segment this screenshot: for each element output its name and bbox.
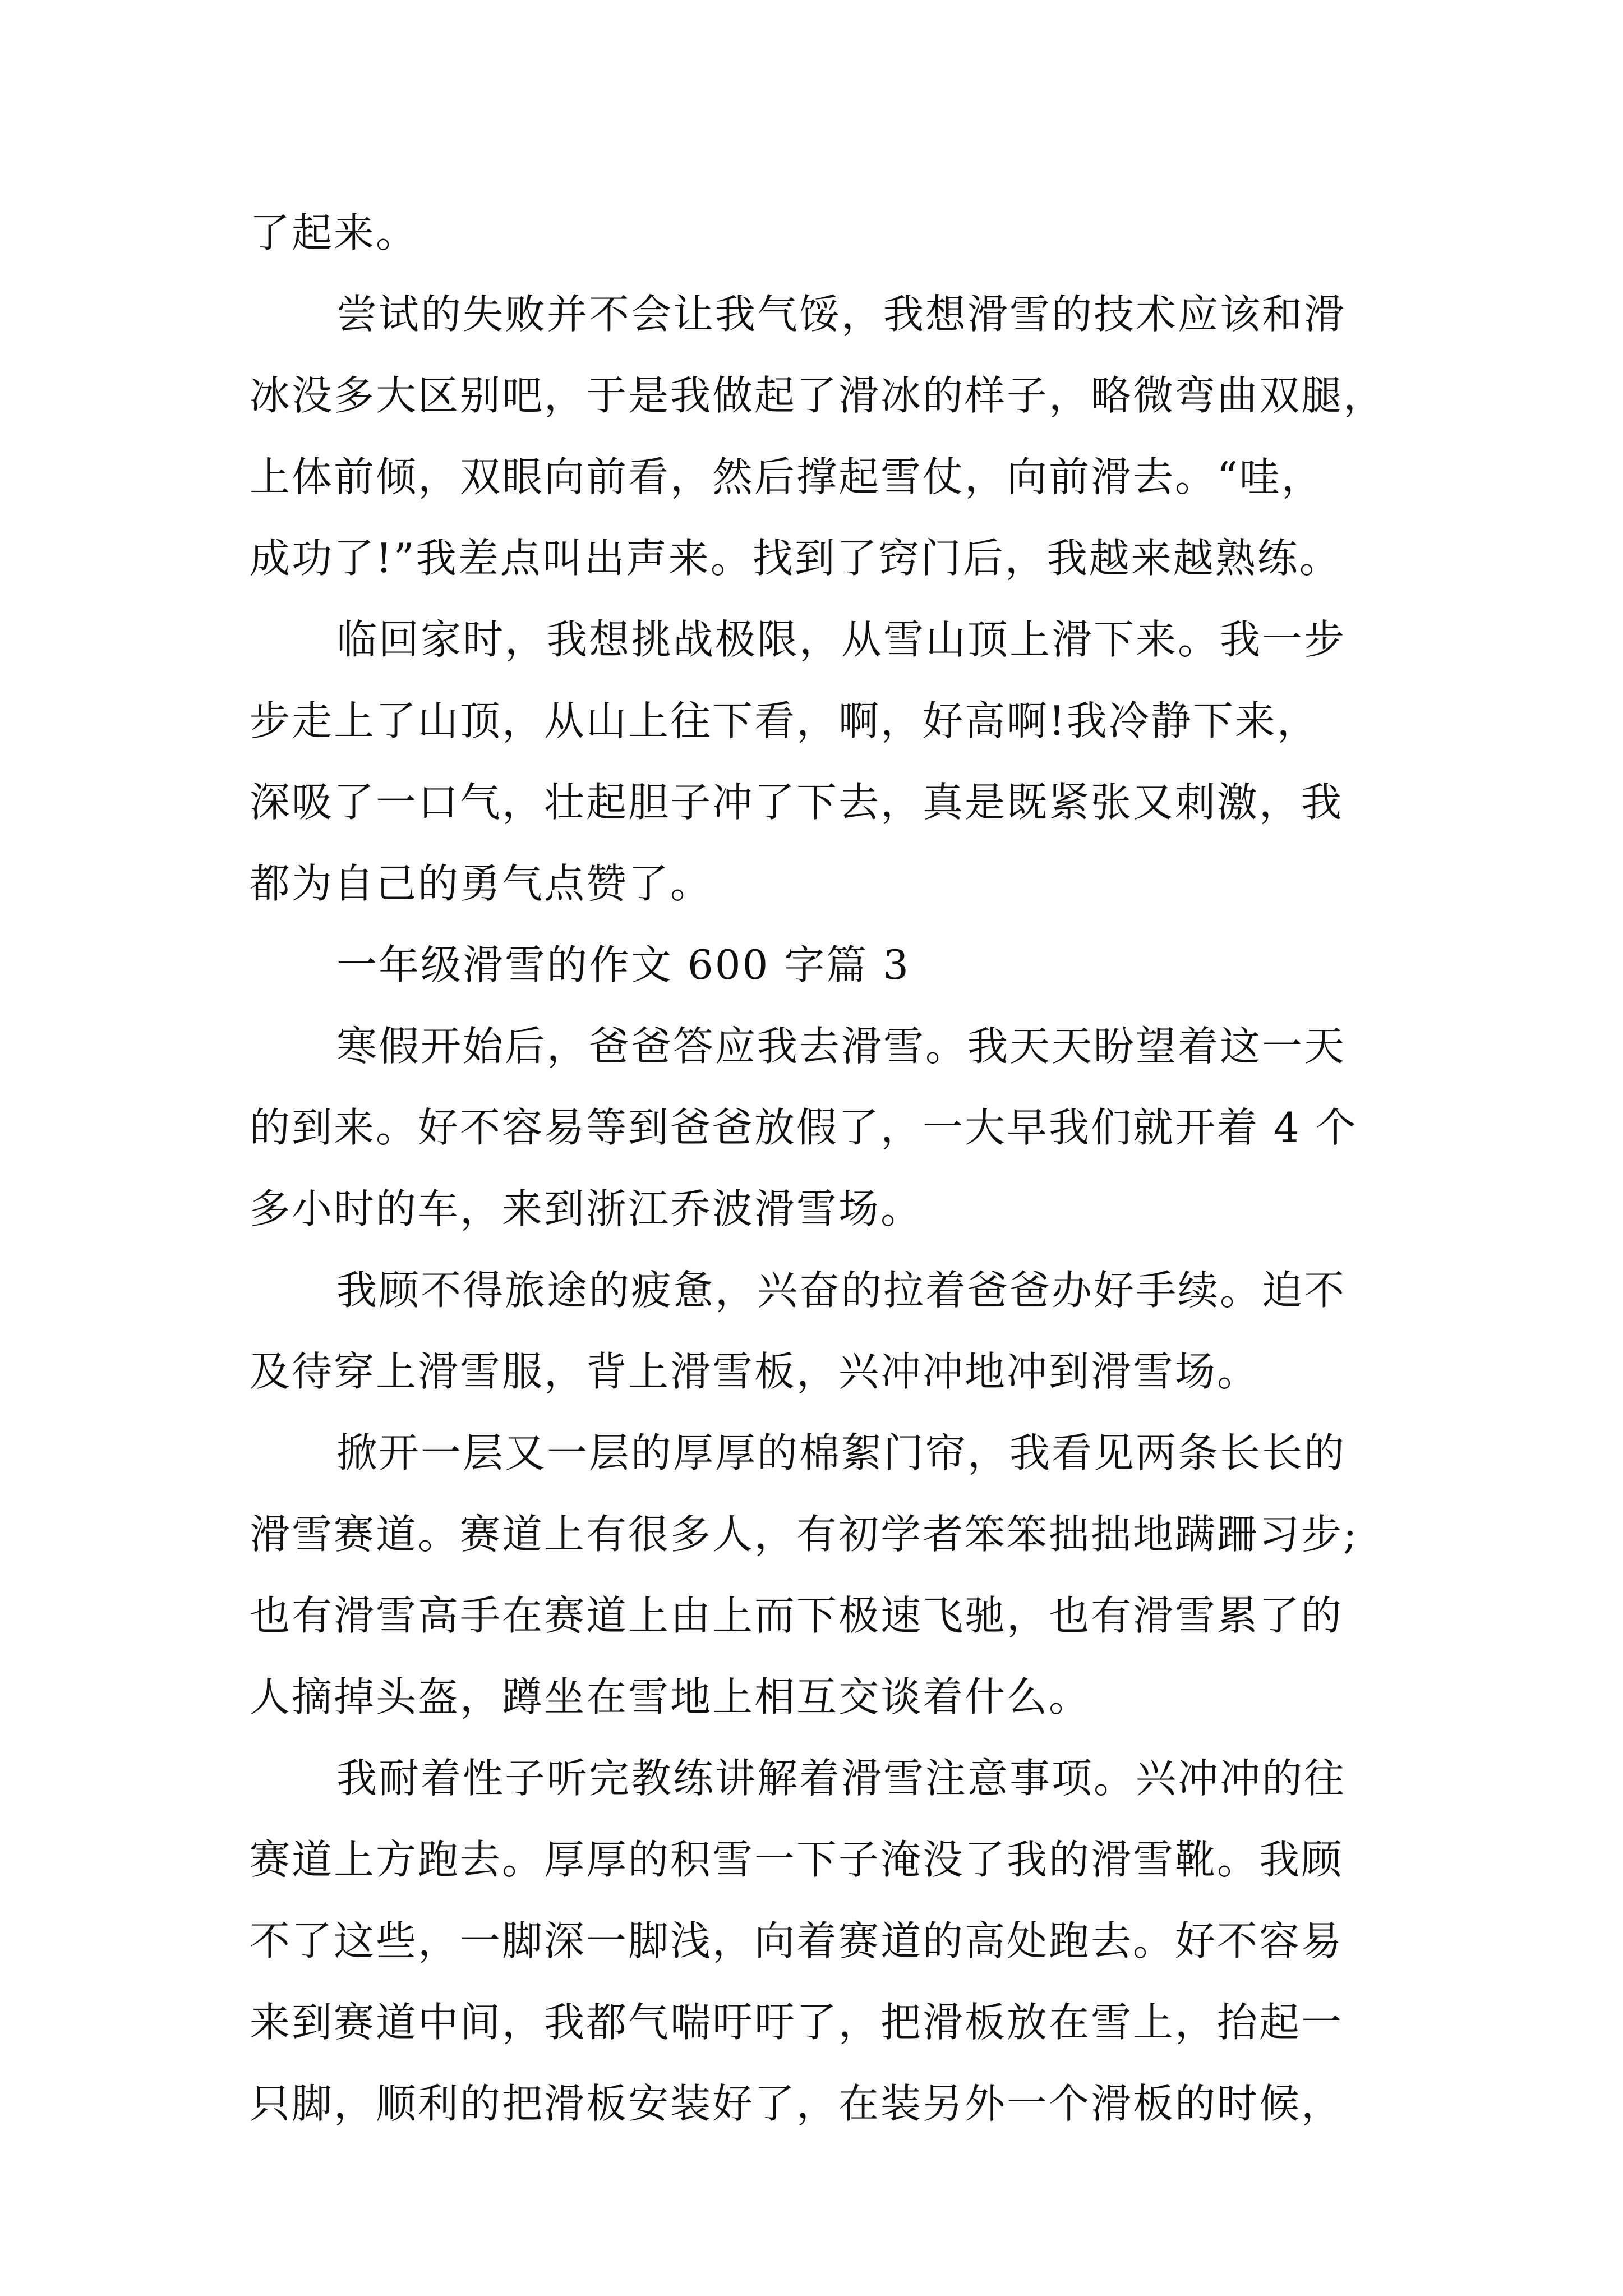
text-line: 寒假开始后，爸爸答应我去滑雪。我天天盼望着这一天 bbox=[336, 1023, 1347, 1070]
text-line: 掀开一层又一层的厚厚的棉絮门帘，我看见两条长长的 bbox=[336, 1429, 1347, 1476]
text-line: 滑雪赛道。赛道上有很多人，有初学者笨笨拙拙地蹒跚习步; bbox=[250, 1511, 1359, 1558]
text-line: 冰没多大区别吧，于是我做起了滑冰的样子，略微弯曲双腿， bbox=[250, 372, 1386, 419]
text-line: 都为自己的勇气点赞了。 bbox=[250, 860, 713, 907]
text-line: 了起来。 bbox=[250, 209, 418, 256]
text-line: 及待穿上滑雪服，背上滑雪板，兴冲冲地冲到滑雪场。 bbox=[250, 1348, 1260, 1395]
text-line: 临回家时，我想挑战极限，从雪山顶上滑下来。我一步 bbox=[336, 616, 1347, 663]
text-line: 只脚，顺利的把滑板安装好了，在装另外一个滑板的时候， bbox=[250, 2080, 1344, 2127]
text-line: 人摘掉头盔，蹲坐在雪地上相互交谈着什么。 bbox=[250, 1673, 1091, 1720]
text-line: 步走上了山顶，从山上往下看，啊，好高啊!我冷静下来， bbox=[250, 697, 1319, 744]
text-line: 的到来。好不容易等到爸爸放假了，一大早我们就开着 4 个 bbox=[250, 1104, 1358, 1151]
text-line: 来到赛道中间，我都气喘吁吁了，把滑板放在雪上，抬起一 bbox=[250, 1999, 1344, 2046]
text-line: 不了这些，一脚深一脚浅，向着赛道的高处跑去。好不容易 bbox=[250, 1917, 1344, 1964]
text-line: 尝试的失败并不会让我气馁，我想滑雪的技术应该和滑 bbox=[336, 291, 1347, 338]
text-line: 上体前倾，双眼向前看，然后撑起雪仗，向前滑去。“哇， bbox=[250, 453, 1324, 500]
section-heading: 一年级滑雪的作文 600 字篇 3 bbox=[336, 941, 910, 988]
text-line: 深吸了一口气，壮起胆子冲了下去，真是既紧张又刺激，我 bbox=[250, 779, 1344, 826]
text-line: 多小时的车，来到浙江乔波滑雪场。 bbox=[250, 1185, 923, 1232]
text-line: 成功了!”我差点叫出声来。找到了窍门后，我越来越熟练。 bbox=[250, 535, 1341, 582]
text-line: 我顾不得旅途的疲惫，兴奋的拉着爸爸办好手续。迫不 bbox=[336, 1267, 1347, 1314]
text-line: 也有滑雪高手在赛道上由上而下极速飞驰，也有滑雪累了的 bbox=[250, 1592, 1344, 1639]
text-line: 赛道上方跑去。厚厚的积雪一下子淹没了我的滑雪靴。我顾 bbox=[250, 1836, 1344, 1883]
text-line: 我耐着性子听完教练讲解着滑雪注意事项。兴冲冲的往 bbox=[336, 1755, 1347, 1802]
